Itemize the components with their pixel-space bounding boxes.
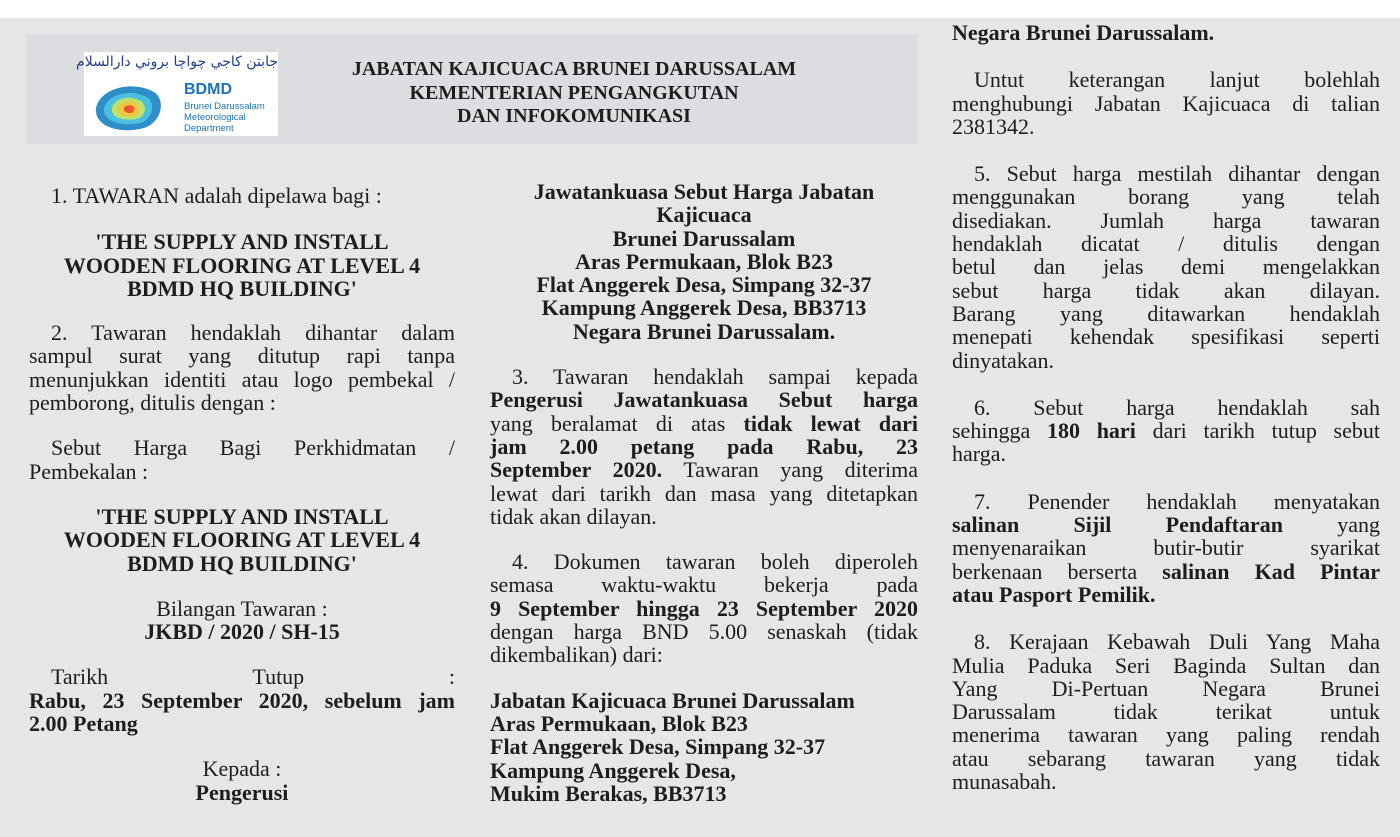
paragraph-5: 5. Sebut harga mestilah dihantar dengan menggunakan borang yang telah disediakan. Jumlah harga tawaran hendaklah dicatat / ditulis dengan betul dan jelas demi mengelakkan sebut harga tidak akan dilayan. Barang yang ditawarkan hendaklah menepati kehendak spesifikasi seperti dinyatakan.: [952, 161, 1380, 373]
bilangan-tawaran: Bilangan Tawaran : JKBD / 2020 / SH-15: [144, 595, 340, 645]
logo-acronym: BDMD: [184, 81, 232, 98]
logo-jawi-text: جابتن كاجي چواچا بروني دارالسلام: [76, 54, 278, 70]
weather-map-icon: [92, 78, 166, 134]
column-1: [29, 184, 455, 804]
paragraph-3-submission: 3. Tawaran hendaklah sampai kepada Pengerusi Jawatankuasa Sebut harga yang beralamat di atas tidak lewat dari jam 2.00 petang pada Rabu, 23 September 2020. Tawaran yang diterima lewat dari tarikh dan masa yang ditetapkan tidak akan dilayan.: [490, 364, 918, 529]
column-2: [490, 180, 918, 805]
department-address: Jabatan Kajicuaca Brunei Darussalam Aras Permukaan, Blok B23 Flat Anggerek Desa, Simpang 32-37 Kampung Anggerek Desa, Mukim Berakas, BB3713: [490, 687, 855, 806]
paragraph-6: 6. Sebut harga hendaklah sah sehingga 180 hari dari tarikh tutup sebut harga.: [952, 394, 1380, 467]
project-title-2: 'THE SUPPLY AND INSTALL WOODEN FLOORING AT LEVEL 4 BDMD HQ BUILDING': [63, 503, 421, 576]
paragraph-2: 2. Tawaran hendaklah dihantar dalam sampul surat yang ditutup rapi tanpa menunjukkan identiti atau logo pembekal / pemborong, ditulis dengan :: [29, 320, 455, 416]
paragraph-4-documents: 4. Dokumen tawaran boleh diperoleh semasa waktu-waktu bekerja pada 9 September hingga 23 September 2020 dengan harga BND 5.00 senaskah (tidak dikembalikan) dari:: [490, 549, 918, 668]
department-title: JABATAN KAJICUACA BRUNEI DARUSSALAM KEMENTERIAN PENGANGKUTAN DAN INFOKOMUNIKASI: [351, 58, 797, 127]
committee-address: Jawatankuasa Sebut Harga Jabatan Kajicuaca Brunei Darussalam Aras Permukaan, Blok B23 Flat Anggerek Desa, Simpang 32-37 Kampung Anggerek Desa, BB3713 Negara Brunei Darussalam.: [533, 179, 875, 344]
paragraph-7: 7. Penender hendaklah menyatakan salinan Sijil Pendaftaran yang menyenaraikan butir-butir syarikat berkenaan berserta salinan Kad Pintar atau Pasport Pemilik.: [952, 488, 1380, 607]
kepada: Kepada : Pengerusi: [195, 756, 289, 805]
project-title-1: 'THE SUPPLY AND INSTALL WOODEN FLOORING AT LEVEL 4 BDMD HQ BUILDING': [63, 229, 421, 301]
tarikh-tutup: Tarikh Tutup : Rabu, 23 September 2020, sebelum jam 2.00 Petang: [29, 664, 455, 737]
country-line: Negara Brunei Darussalam.: [952, 20, 1215, 45]
column-3: [952, 21, 1380, 793]
paragraph-3: Sebut Harga Bagi Perkhidmatan / Pembekalan :: [29, 435, 455, 484]
logo-subtitle: Brunei Darussalam Meteorological Department: [184, 101, 265, 134]
paragraph-8: 8. Kerajaan Kebawah Duli Yang Maha Mulia Paduka Seri Baginda Sultan dan Yang Di-Pertuan Negara Brunei Darussalam tidak terikat untuk menerima tawaran yang paling rendah atau sebarang tawaran yang tidak munasabah.: [952, 629, 1380, 795]
paragraph-1: 1. TAWARAN adalah dipelawa bagi :: [51, 183, 382, 208]
bdmd-logo: [76, 52, 278, 136]
contact-info: Untut keterangan lanjut bolehlah menghubungi Jabatan Kajicuaca di talian 2381342.: [952, 67, 1380, 139]
